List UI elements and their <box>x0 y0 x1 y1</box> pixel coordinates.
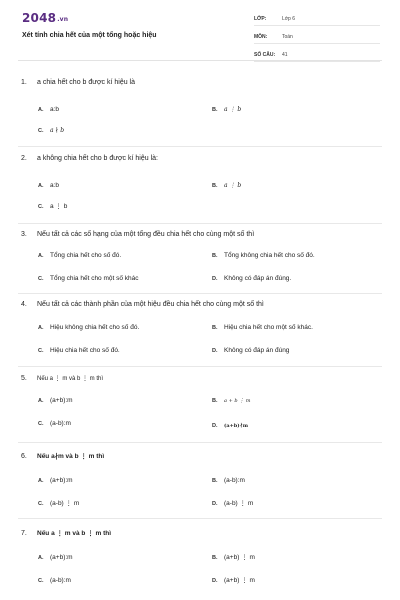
meta-row-count <box>254 48 380 62</box>
option-text: (a+b):m <box>50 554 73 561</box>
option-letter: C. <box>38 128 44 134</box>
option-a[interactable] <box>38 323 139 333</box>
option-text: (a-b):m <box>224 477 245 484</box>
site-logo[interactable] <box>22 11 68 25</box>
option-text: a:b <box>50 182 60 189</box>
option-letter: D. <box>212 276 218 282</box>
question-divider <box>18 223 382 224</box>
option-c[interactable] <box>38 126 64 136</box>
option-text: a ⋮ b <box>50 203 68 210</box>
option-letter: C. <box>38 348 44 354</box>
option-letter: D. <box>212 501 218 507</box>
meta-value: 41 <box>282 51 288 58</box>
option-letter: A. <box>38 253 44 259</box>
option-a[interactable] <box>38 181 59 191</box>
meta-row-subject <box>254 30 380 44</box>
option-c[interactable] <box>38 419 71 429</box>
option-letter: A. <box>38 325 44 331</box>
option-b[interactable] <box>212 396 250 406</box>
option-letter: A. <box>38 555 44 561</box>
option-b[interactable] <box>212 476 245 486</box>
question-body: a không chia hết cho b được kí hiệu là: <box>37 155 158 162</box>
header <box>0 0 400 60</box>
option-letter: B. <box>212 478 218 484</box>
option-text: a ∤ b <box>50 127 65 134</box>
option-a[interactable] <box>38 251 121 261</box>
option-text: a ⋮ b <box>224 182 242 189</box>
question-divider <box>18 146 382 147</box>
option-c[interactable] <box>38 274 139 284</box>
question-number: 7. <box>21 530 27 537</box>
option-c[interactable] <box>38 576 71 586</box>
option-text: (a-b):m <box>50 577 71 584</box>
option-letter: B. <box>212 325 218 331</box>
question-number: 6. <box>21 453 27 460</box>
question-divider <box>18 293 382 294</box>
option-letter: B. <box>212 183 218 189</box>
option-text: a ⋮ b <box>224 106 242 113</box>
option-text: Hiệu chia hết cho một số khác. <box>224 324 313 331</box>
option-letter: C. <box>38 578 44 584</box>
option-letter: A. <box>38 398 44 404</box>
question-divider <box>18 518 382 519</box>
option-b[interactable] <box>212 181 241 191</box>
question-number: 1. <box>21 79 27 86</box>
option-text: (a-b) ⋮ m <box>224 500 254 507</box>
option-text: Hiệu không chia hết cho số đó. <box>50 324 140 331</box>
option-letter: C. <box>38 276 44 282</box>
option-text: Hiệu chia hết cho số đó. <box>50 347 120 354</box>
option-d[interactable] <box>212 274 291 284</box>
option-letter: D. <box>212 348 218 354</box>
question-body: Nếu a ⋮ m và b ⋮ m thì <box>37 530 112 537</box>
option-c[interactable] <box>38 202 67 212</box>
option-letter: D. <box>212 578 218 584</box>
option-letter: B. <box>212 398 218 404</box>
option-text: a + b ⋮ m <box>224 398 251 404</box>
option-text: Tổng không chia hết cho số đó. <box>224 252 315 259</box>
option-letter: A. <box>38 107 44 113</box>
option-text: Tổng chia hết cho số đó. <box>50 252 122 259</box>
question-text <box>21 230 254 240</box>
question-divider <box>18 366 382 367</box>
option-d[interactable] <box>212 576 255 586</box>
option-text: (a-b) ⋮ m <box>50 500 80 507</box>
question-body: a chia hết cho b được kí hiệu là <box>37 79 135 86</box>
option-b[interactable] <box>212 553 255 563</box>
option-letter: C. <box>38 421 44 427</box>
option-text: Không có đáp án đúng <box>224 347 290 354</box>
option-text: (a+b) ⋮ m <box>224 554 255 561</box>
option-a[interactable] <box>38 105 59 115</box>
option-text: Tổng chia hết cho một số khác <box>50 275 139 282</box>
meta-value: Lớp 6 <box>282 15 296 22</box>
question-divider <box>18 442 382 443</box>
meta-value: Toán <box>282 33 293 40</box>
meta-label: LỚP: <box>254 15 267 22</box>
question-text <box>21 300 264 310</box>
question-number: 3. <box>21 231 27 238</box>
question-body: Nếu a∤m và b ⋮ m thì <box>37 453 105 460</box>
option-text: Không có đáp án đúng. <box>224 275 292 282</box>
option-b[interactable] <box>212 323 313 333</box>
question-text <box>21 154 158 164</box>
question-number: 5. <box>21 375 27 382</box>
option-text: a:b <box>50 106 60 113</box>
question-text <box>21 452 104 462</box>
option-b[interactable] <box>212 105 241 115</box>
meta-label: SỐ CÂU: <box>254 51 276 58</box>
meta-info <box>254 12 380 66</box>
meta-row-class <box>254 12 380 26</box>
option-letter: D. <box>212 423 218 429</box>
option-text: (a+b) ⋮ m <box>224 577 255 584</box>
question-body: Nếu tất cả các thành phần của một hiệu đều chia hết cho cùng một số thì <box>37 301 264 308</box>
option-letter: C. <box>38 501 44 507</box>
question-text <box>21 78 135 88</box>
option-text: (a-b):m <box>50 420 71 427</box>
option-c[interactable] <box>38 499 79 509</box>
option-letter: A. <box>38 183 44 189</box>
question-text <box>21 529 111 539</box>
option-a[interactable] <box>38 476 73 486</box>
question-number: 4. <box>21 301 27 308</box>
logo-suffix: .vn <box>57 16 69 23</box>
option-letter: B. <box>212 555 218 561</box>
option-b[interactable] <box>212 251 315 261</box>
option-letter: B. <box>212 253 218 259</box>
option-a[interactable] <box>38 553 73 563</box>
option-d[interactable] <box>212 421 248 431</box>
logo-text: 2048 <box>22 11 57 25</box>
option-text: (a+b):m <box>50 477 73 484</box>
option-text: (a+b)∤m <box>224 423 248 429</box>
option-letter: A. <box>38 478 44 484</box>
meta-label: MÔN: <box>254 33 268 40</box>
question-number: 2. <box>21 155 27 162</box>
page-title: Xét tính chia hết của một tổng hoặc hiệu <box>22 32 157 39</box>
option-d[interactable] <box>212 499 253 509</box>
option-text: (a+b):m <box>50 397 73 404</box>
option-letter: B. <box>212 107 218 113</box>
option-c[interactable] <box>38 346 120 356</box>
question-body: Nếu tất cả các số hạng của một tổng đều chia hết cho cùng một số thì <box>37 231 255 238</box>
option-letter: C. <box>38 204 44 210</box>
question-body: Nếu a ⋮ m và b ⋮ m thì <box>37 376 104 382</box>
option-d[interactable] <box>212 346 289 356</box>
question-text <box>21 374 103 384</box>
option-a[interactable] <box>38 396 73 406</box>
